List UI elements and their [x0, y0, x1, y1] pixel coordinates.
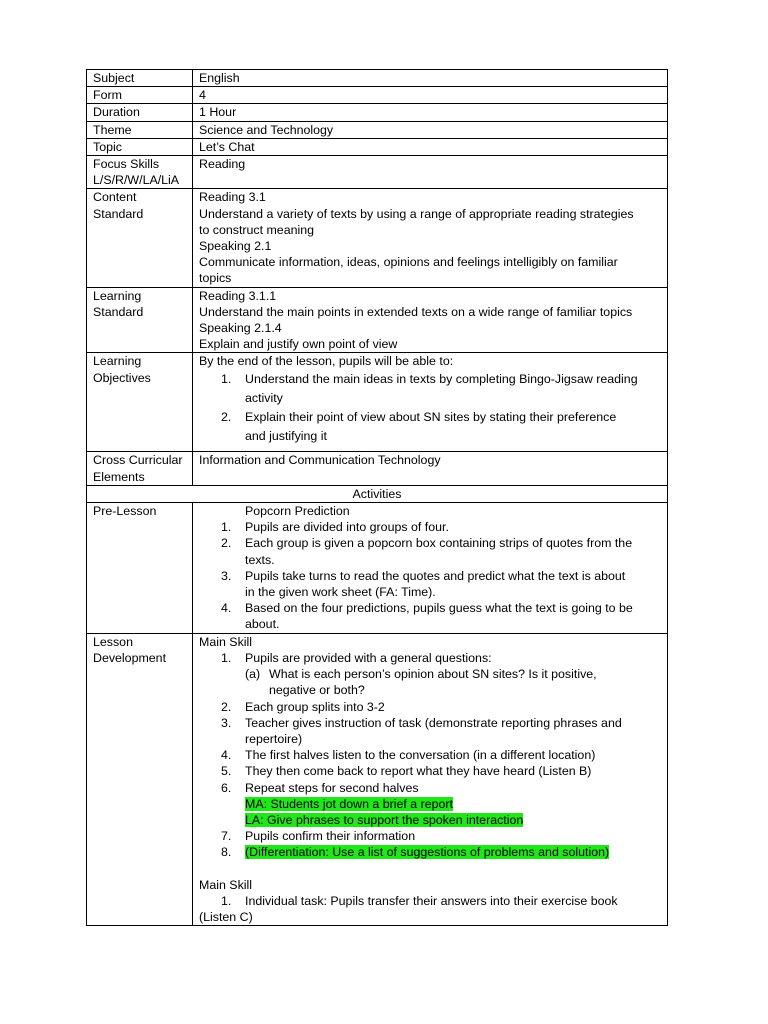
list-number: 4.	[221, 748, 232, 763]
objectives-intro: By the end of the lesson, pupils will be able to:	[199, 354, 454, 369]
label-line: Focus Skills	[93, 157, 160, 172]
list-number: 2.	[221, 536, 232, 551]
list-item	[199, 893, 667, 925]
label-line: Development	[93, 650, 167, 665]
activities-header: Activities	[87, 485, 668, 502]
list-line: Each group is given a popcorn box containing strips of quotes from the	[245, 536, 633, 551]
list-line: Pupils are divided into groups of four.	[245, 520, 449, 535]
list-line: Each group splits into 3-2	[245, 699, 385, 714]
list-line: Pupils confirm their information	[245, 829, 416, 844]
row-label-subject: Subject	[87, 70, 193, 87]
row-label-duration: Duration	[87, 104, 193, 121]
text-line: Understand a variety of texts by using a range of appropriate reading strategies	[199, 206, 634, 221]
row-label-form: Form	[87, 87, 193, 104]
text-line: to construct meaning	[199, 222, 315, 237]
table-row	[87, 287, 668, 353]
label-line: Standard	[93, 304, 144, 319]
list-line: Pupils are provided with a general questions:	[245, 650, 492, 665]
list-line: activity	[245, 390, 283, 405]
list-line: Repeat steps for second halves	[245, 780, 419, 795]
list-line: The first halves listen to the conversation (in a different location)	[245, 748, 596, 763]
list-line: What is each person’s opinion about SN sites? Is it positive,	[269, 667, 597, 682]
table-row	[87, 485, 668, 502]
table-row	[87, 138, 668, 155]
list-line: Understand the main ideas in texts by completing Bingo-Jigsaw reading	[245, 371, 638, 386]
row-value-learning-objectives	[193, 353, 668, 452]
label-line: Standard	[93, 206, 144, 221]
list-item	[199, 844, 667, 860]
list-number: 5.	[221, 764, 232, 779]
lesson-dev-list	[199, 893, 667, 925]
list-number: 3.	[221, 715, 232, 730]
row-label-pre-lesson: Pre-Lesson	[87, 503, 193, 634]
list-number: 1.	[221, 520, 232, 535]
text-line: Speaking 2.1	[199, 239, 272, 254]
table-row	[87, 70, 668, 87]
list-item	[199, 370, 667, 408]
text-line: Communicate information, ideas, opinions and feelings intelligibly on familiar	[199, 255, 618, 270]
list-line: Explain their point of view about SN sites by stating their preference	[245, 409, 617, 424]
table-row	[87, 104, 668, 121]
list-number: 8.	[221, 845, 232, 860]
list-item	[199, 699, 667, 715]
list-item	[199, 780, 667, 829]
list-item	[199, 715, 667, 747]
highlight-ma-note: MA: Students jot down a brief a report	[245, 796, 453, 811]
label-line: L/S/R/W/LA/LiA	[93, 173, 180, 188]
row-value-duration: 1 Hour	[193, 104, 668, 121]
list-item	[199, 408, 667, 446]
row-label-theme: Theme	[87, 121, 193, 138]
pre-lesson-title: Popcorn Prediction	[245, 504, 350, 519]
list-number: 3.	[221, 568, 232, 583]
list-line: Based on the four predictions, pupils guess what the text is going to be	[245, 601, 633, 616]
table-row	[87, 189, 668, 287]
text-line: Explain and justify own point of view	[199, 337, 398, 352]
main-skill-heading: Main Skill	[199, 634, 253, 649]
list-line: in the given work sheet (FA: Time).	[245, 585, 436, 600]
list-line: and justifying it	[245, 428, 327, 443]
label-line: Objectives	[93, 370, 151, 385]
sub-item	[199, 666, 667, 698]
list-number: 1.	[221, 893, 232, 908]
table-row	[87, 353, 668, 452]
row-value-topic: Let’s Chat	[193, 138, 668, 155]
lesson-plan-table	[86, 69, 668, 926]
list-line: Individual task: Pupils transfer their answers into their exercise book	[245, 893, 618, 908]
list-line: negative or both?	[269, 683, 365, 698]
row-label-learning-objectives	[87, 353, 193, 452]
lesson-plan-sheet	[86, 69, 668, 926]
row-label-topic: Topic	[87, 138, 193, 155]
list-number: 4.	[221, 601, 232, 616]
list-number: 2.	[221, 409, 232, 424]
label-line: Content	[93, 190, 137, 205]
list-number: 1.	[221, 371, 232, 386]
label-line: Learning	[93, 354, 142, 369]
row-label-focus-skills	[87, 156, 193, 189]
list-item	[199, 763, 667, 779]
text-line: Reading 3.1	[199, 190, 266, 205]
row-value-content-standard	[193, 189, 668, 287]
list-line: Pupils take turns to read the quotes and predict what the text is about	[245, 568, 626, 583]
text-line: Reading 3.1.1	[199, 288, 277, 303]
row-label-content-standard	[87, 189, 193, 287]
row-value-lesson-development	[193, 633, 668, 925]
row-value-learning-standard	[193, 287, 668, 353]
lesson-dev-list	[199, 699, 667, 861]
list-number: 1.	[221, 650, 232, 665]
row-value-subject: English	[193, 70, 668, 87]
list-item	[199, 519, 667, 535]
list-line: They then come back to report what they have heard (Listen B)	[245, 764, 592, 779]
row-value-focus-skills: Reading	[193, 156, 668, 189]
table-row	[87, 87, 668, 104]
highlight-differentiation-note: (Differentiation: Use a list of suggestions of problems and solution)	[245, 845, 610, 860]
highlight-la-note: LA: Give phrases to support the spoken interaction	[245, 812, 524, 827]
text-line: topics	[199, 271, 232, 286]
sub-item-letter: (a)	[245, 667, 261, 682]
list-number: 7.	[221, 829, 232, 844]
row-label-learning-standard	[87, 287, 193, 353]
list-item	[199, 747, 667, 763]
list-item	[199, 828, 667, 844]
list-line: repertoire)	[245, 731, 303, 746]
list-number: 2.	[221, 699, 232, 714]
table-row	[87, 121, 668, 138]
objectives-list	[199, 370, 667, 446]
row-label-cross-curricular	[87, 452, 193, 485]
row-value-cross-curricular: Information and Communication Technology	[193, 452, 668, 485]
row-value-pre-lesson	[193, 503, 668, 634]
spacer	[199, 861, 667, 877]
label-line: Cross Curricular	[93, 453, 183, 468]
text-line: Speaking 2.1.4	[199, 321, 282, 336]
table-row	[87, 156, 668, 189]
table-row	[87, 503, 668, 634]
label-line: Learning	[93, 288, 142, 303]
list-item	[199, 535, 667, 567]
list-item	[199, 650, 667, 666]
lesson-dev-list	[199, 650, 667, 666]
list-line: texts.	[245, 552, 275, 567]
pre-lesson-list	[199, 519, 667, 632]
table-row	[87, 452, 668, 485]
list-item	[199, 600, 667, 632]
row-value-theme: Science and Technology	[193, 121, 668, 138]
list-number: 6.	[221, 780, 232, 795]
label-line: Lesson	[93, 634, 133, 649]
list-line: about.	[245, 617, 280, 632]
table-row	[87, 633, 668, 925]
list-item	[199, 568, 667, 600]
label-line: Elements	[93, 469, 145, 484]
list-line: (Listen C)	[199, 909, 253, 924]
main-skill-heading: Main Skill	[199, 877, 253, 892]
list-line: Teacher gives instruction of task (demonstrate reporting phrases and	[245, 715, 622, 730]
row-label-lesson-development	[87, 633, 193, 925]
text-line: Understand the main points in extended texts on a wide range of familiar topics	[199, 304, 633, 319]
row-value-form: 4	[193, 87, 668, 104]
